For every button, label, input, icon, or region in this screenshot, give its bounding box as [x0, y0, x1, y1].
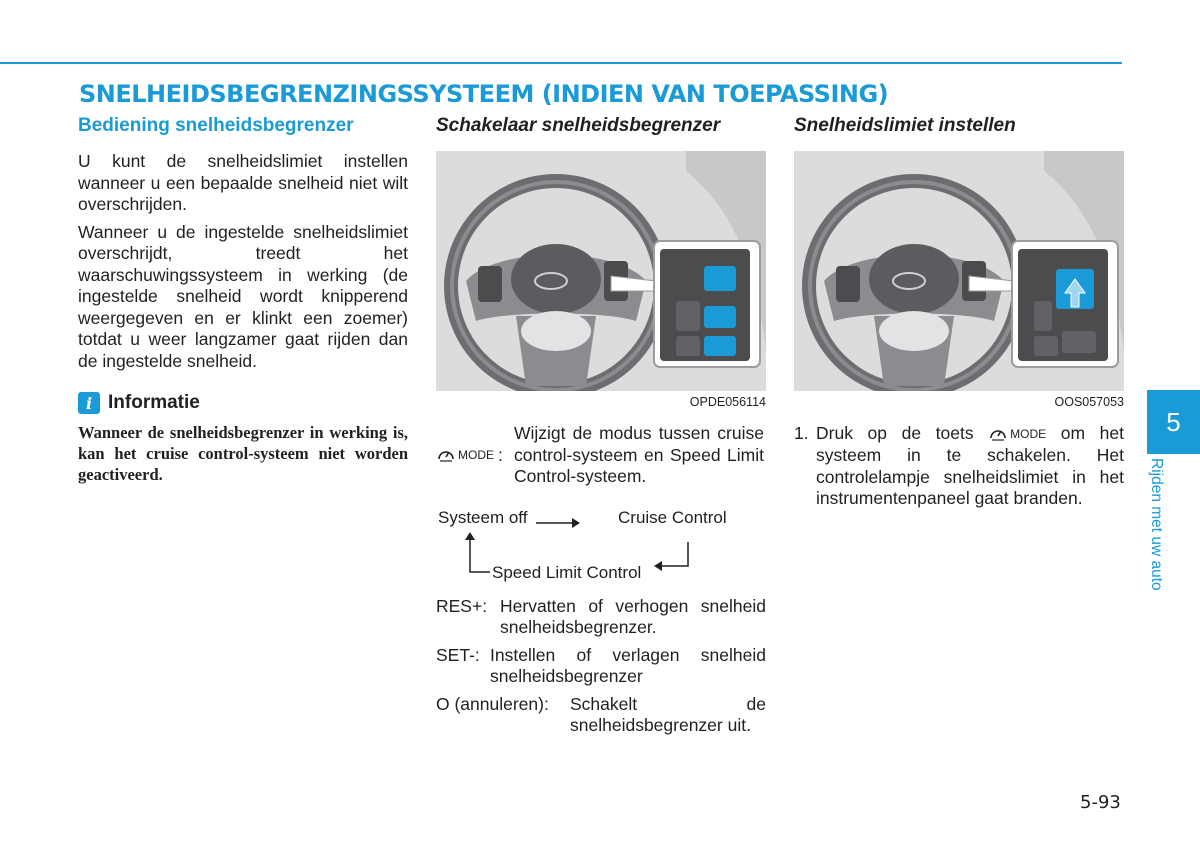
flow-speed-limit-control: Speed Limit Control [492, 562, 642, 582]
column-switch [436, 115, 766, 737]
definition-row [436, 645, 766, 688]
definition-desc: Schakelt de snelheidsbegrenzer uit. [570, 693, 766, 735]
speed-limiter-icon [436, 446, 456, 464]
speed-limiter-icon [988, 425, 1008, 443]
definition-term: O (annuleren): [436, 693, 549, 714]
image-caption: OOS057053 [1054, 395, 1124, 409]
steering-wheel-icon [794, 151, 1124, 391]
section-heading: Schakelaar snelheidsbegrenzer [436, 115, 721, 136]
definition-term: RES+: [436, 595, 488, 616]
paragraph: Wanneer u de ingestelde snelheidslimiet overschrijdt, treedt het waarschuwingssysteem in werking (de ingestelde snelheid wordt knipperend weergegeven en er klinkt een zoemer) totdat u weer langzamer gaat rijden dan de ingestelde snelheid. [78, 221, 408, 371]
arrow-down-left-icon [654, 542, 694, 574]
step-text-b: om het systeem in te schakelen. Het controlelampje snelheidslimiet in het instrumentenpaneel gaat branden. [816, 423, 1124, 509]
steering-wheel-illustration [436, 151, 766, 391]
step-1 [794, 423, 1124, 510]
column-set-limit [794, 115, 1124, 510]
header-rule [0, 62, 1122, 64]
page-number: 5-93 [1080, 792, 1121, 813]
info-text: Wanneer de snelheidsbegrenzer in werking is, kan het cruise control-systeem niet worden geactiveerd. [78, 423, 408, 484]
definition-row [436, 596, 766, 639]
mode-definition [436, 423, 766, 488]
mode-button-symbol [436, 423, 514, 488]
definition-desc: Instellen of verlagen snelheid snelheidsbegrenzer [490, 644, 766, 686]
image-caption: OPDE056114 [689, 395, 766, 409]
definition-term: SET-: [436, 644, 480, 665]
mode-separator: : [498, 444, 503, 465]
section-heading: Bediening snelheidsbegrenzer [78, 115, 354, 136]
steering-wheel-icon [436, 151, 766, 391]
section-heading: Snelheidslimiet instellen [794, 115, 1016, 136]
mode-button-symbol [988, 424, 1046, 446]
mode-flow-diagram [436, 498, 766, 590]
step-number: 1. [794, 423, 809, 443]
arrow-right-icon [536, 518, 580, 528]
steering-wheel-illustration [794, 151, 1124, 391]
step-text-a: Druk op de toets [816, 423, 974, 443]
definition-desc: Hervatten of verhogen snelheid snelheidsbegrenzer. [500, 595, 766, 637]
info-header [78, 392, 408, 414]
mode-label: MODE [458, 447, 494, 462]
chapter-tab: 5 [1147, 390, 1200, 454]
arrow-up-icon [464, 532, 494, 578]
flow-systeem-off: Systeem off [438, 507, 528, 527]
column-operation [78, 115, 408, 485]
flow-cruise-control: Cruise Control [618, 507, 727, 527]
definition-row [436, 694, 766, 737]
mode-label: MODE [1010, 426, 1047, 441]
step-text [816, 423, 1124, 510]
mode-description: Wijzigt de modus tussen cruise control-systeem en Speed Limit Control-systeem. [514, 423, 764, 486]
chapter-label: Rijden met uw auto [1148, 458, 1165, 591]
paragraph: U kunt de snelheidslimiet instellen wanneer u een bepaalde snelheid niet wilt overschrijden. [78, 151, 408, 214]
info-title: Informatie [108, 392, 200, 413]
chapter-label-container [1148, 458, 1195, 638]
info-icon: i [78, 392, 100, 414]
page-title: SNELHEIDSBEGRENZINGSSYSTEEM (INDIEN VAN TOEPASSING) [79, 80, 889, 108]
